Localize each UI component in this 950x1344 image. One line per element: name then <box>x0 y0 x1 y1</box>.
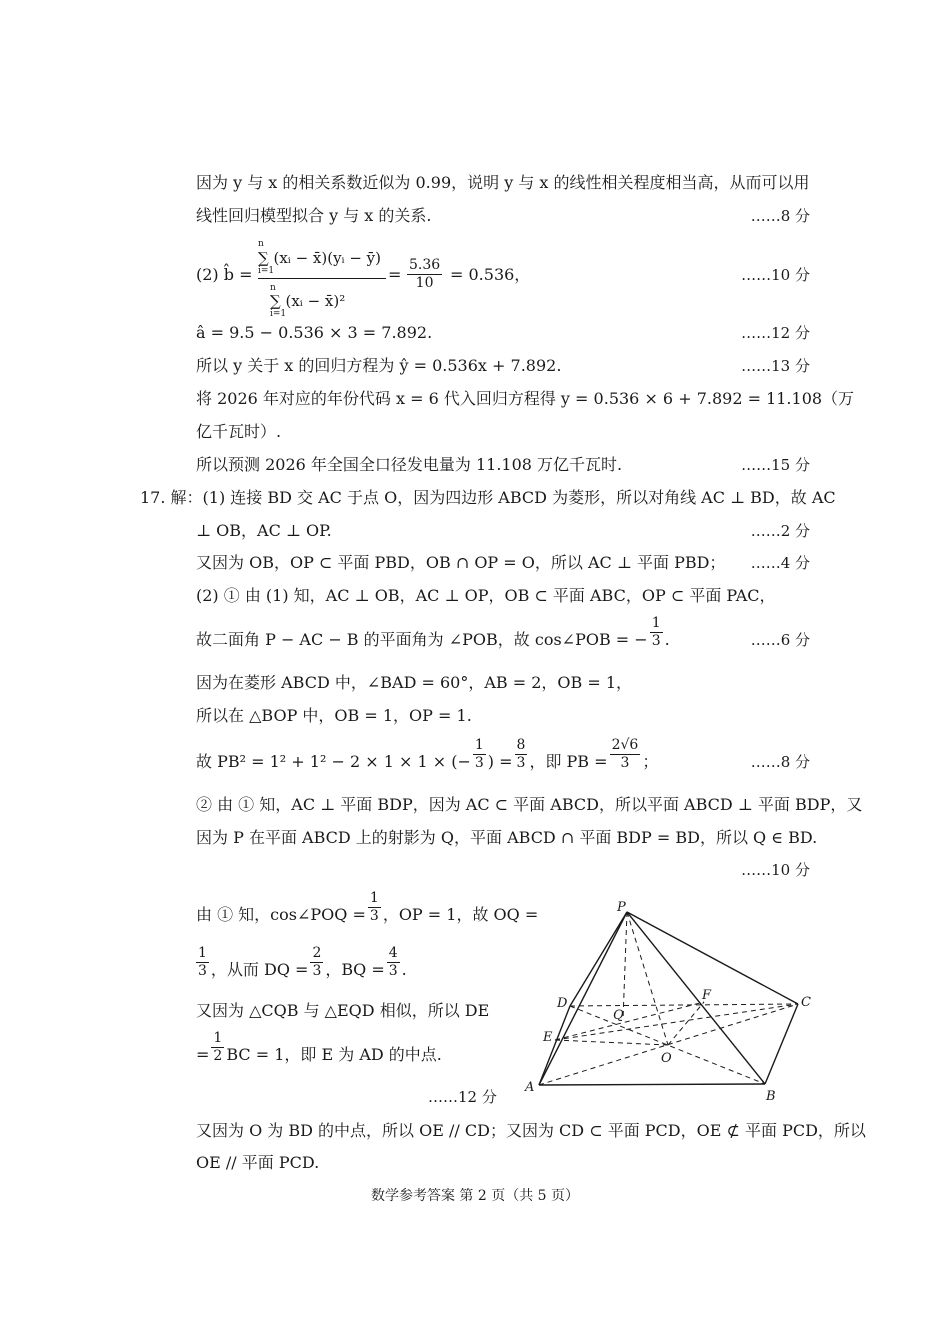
sum-lower: i=1 <box>258 266 275 276</box>
text-segment: ，从而 DQ = <box>210 960 309 979</box>
text-segment: = <box>196 1045 210 1064</box>
denominator: 3 <box>312 963 322 979</box>
denominator: 3 <box>474 755 484 771</box>
text-line: â = 9.5 − 0.536 × 3 = 7.892. <box>196 323 433 342</box>
text-line: OE // 平面 PCD. <box>196 1153 320 1172</box>
edge-AD <box>539 1006 570 1085</box>
pyramid-figure <box>515 895 815 1110</box>
text-segment: ，BQ = <box>325 960 385 979</box>
numerator: 2√6 <box>611 737 639 753</box>
edge-PC <box>627 912 798 1004</box>
numerator: 1 <box>474 737 484 753</box>
label-O: O <box>661 1051 672 1066</box>
text-line: 因为在菱形 ABCD 中，∠BAD = 60°，AB = 2，OB = 1， <box>196 673 633 692</box>
label-F: F <box>702 988 712 1003</box>
numerator: 1 <box>651 615 661 631</box>
fraction-bar <box>258 278 386 279</box>
numerator: 8 <box>516 737 526 753</box>
score-mark: ……8 分 <box>750 207 810 225</box>
formula-numerator: ∑ (xᵢ − x̄)(yᵢ − ȳ) <box>258 249 381 267</box>
text-line: 亿千瓦时）. <box>196 422 282 441</box>
text-line <box>196 945 407 980</box>
numerator: 4 <box>388 945 398 961</box>
numerator: 1 <box>369 890 379 906</box>
text-segment: 故 PB² = 1² + 1² − 2 × 1 × 1 × (− <box>196 752 471 771</box>
equals-sign: = <box>388 265 402 284</box>
label-B: B <box>766 1089 776 1104</box>
denominator: 10 <box>407 274 442 292</box>
score-mark: ……4 分 <box>750 554 810 572</box>
text-line: 因为 P 在平面 ABCD 上的射影为 Q，平面 ABCD ∩ 平面 BDP = BD，所以 Q ∈ BD. <box>196 828 818 847</box>
fraction <box>405 257 444 292</box>
sum-upper: n <box>258 239 264 249</box>
text-segment: ) = <box>487 752 513 771</box>
text-line: 又因为 △CQB 与 △EQD 相似，所以 DE <box>196 1001 490 1020</box>
denominator: 3 <box>388 963 398 979</box>
text-line <box>196 1030 442 1065</box>
text-segment: ，即 PB = <box>529 752 608 771</box>
label-E: E <box>543 1030 553 1045</box>
edge-PA <box>539 912 627 1085</box>
text-segment: BC = 1，即 E 为 AD 的中点. <box>226 1045 442 1064</box>
text-line: (2) ① 由 (1) 知，AC ⊥ OB，AC ⊥ OP，OB ⊂ 平面 ABC，OP ⊂ 平面 PAC， <box>196 586 776 605</box>
score-mark: ……10 分 <box>741 861 810 879</box>
formula-result: = 0.536， <box>450 265 531 284</box>
score-mark: ……2 分 <box>750 522 810 540</box>
numerator: 2 <box>312 945 322 961</box>
denominator: 3 <box>198 963 207 979</box>
text-line <box>196 890 539 925</box>
denominator: 3 <box>369 908 379 924</box>
score-mark: ……12 分 <box>741 324 810 342</box>
score-mark: ……13 分 <box>741 357 810 375</box>
page-footer: 数学参考答案 第 2 页（共 5 页） <box>370 1188 580 1204</box>
text-line: 又因为 O 为 BD 的中点，所以 OE // CD；又因为 CD ⊂ 平面 PCD，OE ⊄ 平面 PCD，所以 <box>196 1121 866 1140</box>
text-line <box>196 615 670 650</box>
edge-PB <box>627 912 765 1084</box>
denominator: 2 <box>213 1048 223 1064</box>
formula-denominator: ∑ (xᵢ − x̄)² <box>270 292 346 310</box>
formula-label: (2) b̂ = <box>196 265 253 284</box>
dashed-PQ <box>623 912 627 1020</box>
text-line: 所以预测 2026 年全国全口径发电量为 11.108 万亿千瓦时. <box>196 455 623 474</box>
denominator: 3 <box>516 755 526 771</box>
text-line: ② 由 ① 知，AC ⊥ 平面 BDP，因为 AC ⊂ 平面 ABCD，所以平面 ABCD ⊥ 平面 BDP，又 <box>196 795 863 814</box>
denominator: 3 <box>651 633 661 649</box>
denominator: 3 <box>610 754 641 772</box>
dashed-EO <box>555 1040 668 1045</box>
label-Q: Q <box>613 1008 624 1023</box>
numerator: 1 <box>213 1030 223 1046</box>
dashed-DC <box>570 1004 798 1006</box>
numerator: 1 <box>198 945 207 961</box>
label-A: A <box>525 1080 535 1095</box>
score-mark: ……15 分 <box>741 456 810 474</box>
text-line: 线性回归模型拟合 y 与 x 的关系. <box>196 206 432 225</box>
score-mark: ……10 分 <box>741 266 810 284</box>
text-line: ⊥ OB，AC ⊥ OP. <box>196 521 332 540</box>
score-mark: ……6 分 <box>750 631 810 649</box>
text-line: 将 2026 年对应的年份代码 x = 6 代入回归方程得 y = 0.536 × 6 + 7.892 = 11.108（万 <box>196 389 855 408</box>
text-line: 所以 y 关于 x 的回归方程为 ŷ = 0.536x + 7.892. <box>196 356 562 375</box>
sum-lower: i=1 <box>270 309 287 319</box>
text-line <box>196 737 659 772</box>
edge-AB <box>539 1084 765 1085</box>
text-segment: ； <box>642 752 659 771</box>
text-segment: 由 ① 知，cos∠POQ = <box>196 905 366 924</box>
edge-PD <box>570 912 627 1006</box>
label-C: C <box>801 995 811 1010</box>
problem-17-heading: 17. 解：(1) 连接 BD 交 AC 于点 O，因为四边形 ABCD 为菱形，所以对角线 AC ⊥ BD，故 AC <box>140 488 836 507</box>
text-segment: 故二面角 P − AC − B 的平面角为 ∠POB，故 cos∠POB = − <box>196 630 648 649</box>
edge-BC <box>765 1004 798 1084</box>
text-line: 又因为 OB，OP ⊂ 平面 PBD，OB ∩ OP = O，所以 AC ⊥ 平面 PBD； <box>196 553 726 572</box>
sum-upper: n <box>270 283 276 293</box>
label-D: D <box>557 996 568 1011</box>
text-segment: . <box>664 630 670 649</box>
text-line: 因为 y 与 x 的相关系数近似为 0.99，说明 y 与 x 的线性相关程度相当高，从而可以用 <box>196 173 810 192</box>
score-mark: ……8 分 <box>750 753 810 771</box>
dashed-PO <box>627 912 668 1045</box>
numerator: 5.36 <box>409 257 441 273</box>
score-mark: ……12 分 <box>428 1088 497 1106</box>
label-P: P <box>617 900 626 915</box>
text-segment: ，OP = 1，故 OQ = <box>382 905 539 924</box>
text-segment: . <box>401 960 407 979</box>
text-line: 所以在 △BOP 中，OB = 1，OP = 1. <box>196 706 472 725</box>
